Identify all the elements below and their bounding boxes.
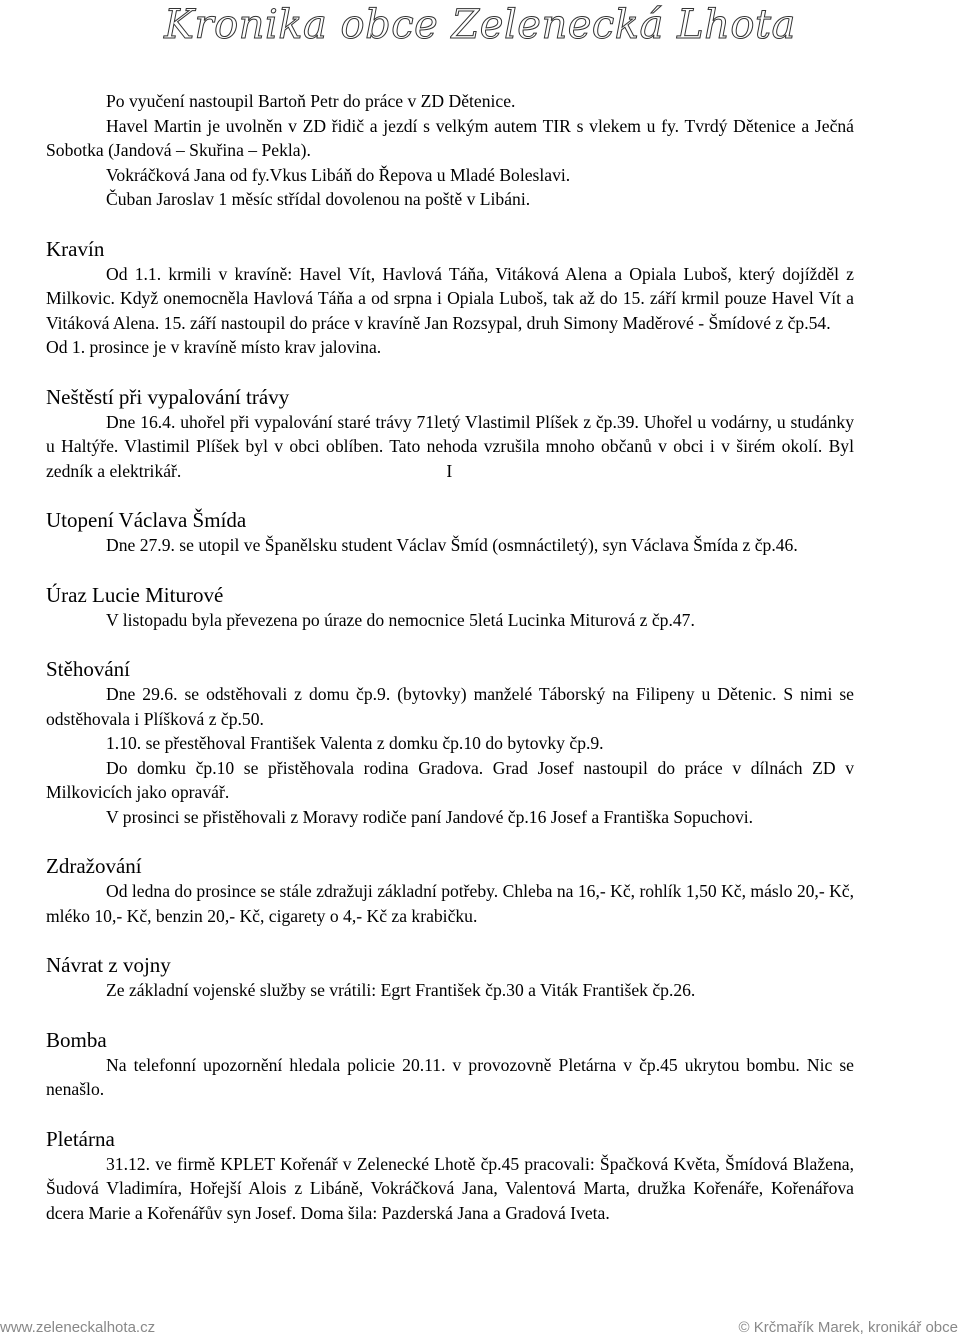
paragraph: Do domku čp.10 se přistěhovala rodina Gradova. Grad Josef nastoupil do práce v dílnách ZD v Milkovicích jako opravář. <box>46 757 854 802</box>
section-heading-bomba: Bomba <box>46 1027 107 1052</box>
chronicle-content <box>46 89 854 1225</box>
section-heading-navrat: Návrat z vojny <box>46 953 171 977</box>
paragraph: Od 1.1. krmili v kravíně: Havel Vít, Havlová Táňa, Vitáková Alena a Opiala Luboš, který dojížděl z Milkovic. Když onemocněla Havlová Táňa a od srpna i Opiala Luboš, tak až do 15. září krmil pouze Havel Vít a Vitáková Alena. 15. září nastoupil do práce v kravíně Jan Rozsypal, druh Simony Maděrové - Šmídové z čp.54. <box>46 263 854 333</box>
paragraph: Vokráčková Jana od fy.Vkus Libáň do Řepova u Mladé Boleslavi. <box>106 164 571 185</box>
section-heading-nestesti: Neštěstí při vypalování trávy <box>46 384 290 409</box>
paragraph <box>46 410 854 484</box>
paragraph: 1.10. se přestěhoval František Valenta z domku čp.10 do bytovky čp.9. <box>106 733 604 753</box>
paragraph: Od 1. prosince je v kravíně místo krav jalovina. <box>46 337 382 357</box>
paragraph: Po vyučení nastoupil Bartoň Petr do práce v ZD Dětenice. <box>106 91 516 111</box>
page-title: Kronika obce Zelenecká Lhota <box>164 2 796 48</box>
paragraph: V prosinci se přistěhovali z Moravy rodiče paní Jandové čp.16 Josef a Františka Sopuchovi. <box>106 806 754 827</box>
paragraph: Havel Martin je uvolněn v ZD řidič a jezdí s velkým autem TIR s vlekem u fy. Tvrdý Dětenice a Ječná Sobotka (Jandová – Skuřina – Pekla). <box>46 115 854 160</box>
footer-website-link[interactable]: www.zeleneckalhota.cz <box>0 1319 156 1336</box>
paragraph-text: Dne 16.4. uhořel při vypalování staré trávy 71letý Vlastimil Plíšek z čp.39. Uhořel u vodárny, u studánky u Haltýře. Vlastimil Plíšek byl v obci oblíben. Tato nehoda vzrušila mnoho občanů v obci i v širém okolí. Byl zedník a elektrikář. <box>46 411 854 481</box>
section-heading-zdrazovani: Zdražování <box>46 854 142 878</box>
paragraph: Dne 27.9. se utopil ve Španělsku student Václav Šmíd (osmnáctiletý), syn Václava Šmída z čp.46. <box>106 535 798 555</box>
stray-marker: I <box>446 460 453 481</box>
paragraph: V listopadu byla převezena po úraze do nemocnice 5letá Lucinka Miturová z čp.47. <box>106 609 695 630</box>
paragraph: Od ledna do prosince se stále zdražuji základní potřeby. Chleba na 16,- Kč, rohlík 1,50 Kč, máslo 20,- Kč, mléko 10,- Kč, benzin 20,- Kč, cigarety o 4,- Kč za krabičku. <box>46 881 854 926</box>
section-heading-utopeni: Utopení Václava Šmída <box>46 508 247 532</box>
section-heading-pletarna: Pletárna <box>46 1126 115 1151</box>
section-heading-uraz: Úraz Lucie Miturové <box>46 582 224 607</box>
paragraph: 31.12. ve firmě KPLET Kořenář v Zelenecké Lhotě čp.45 pracovali: Špačková Květa, Šmídová Blažena, Šudová Vladimíra, Hořejší Alois z Libáně, Vokráčková Jana, Valentová Marta, družka Kořenáře, Kořenářova dcera Marie a Kořenářův syn Josef. Doma šila: Pazderská Jana a Gradová Iveta. <box>46 1153 854 1223</box>
section-heading-stehovani: Stěhování <box>46 657 130 681</box>
section-heading-kravin: Kravín <box>46 236 105 261</box>
paragraph: Dne 29.6. se odstěhovali z domu čp.9. (bytovky) manželé Táborský na Filipeny u Dětenic. S nimi se odstěhovala i Plíšková z čp.50. <box>46 684 854 729</box>
footer-copyright: © Krčmařík Marek, kronikář obce <box>738 1319 958 1336</box>
paragraph: Na telefonní upozornění hledala policie 20.11. v provozovně Pletárna v čp.45 ukrytou bombu. Nic se nenašlo. <box>46 1054 854 1099</box>
paragraph: Čuban Jaroslav 1 měsíc střídal dovolenou na poště v Libáni. <box>106 189 531 209</box>
paragraph: Ze základní vojenské služby se vrátili: Egrt František čp.30 a Viták František čp.26. <box>106 980 696 1000</box>
